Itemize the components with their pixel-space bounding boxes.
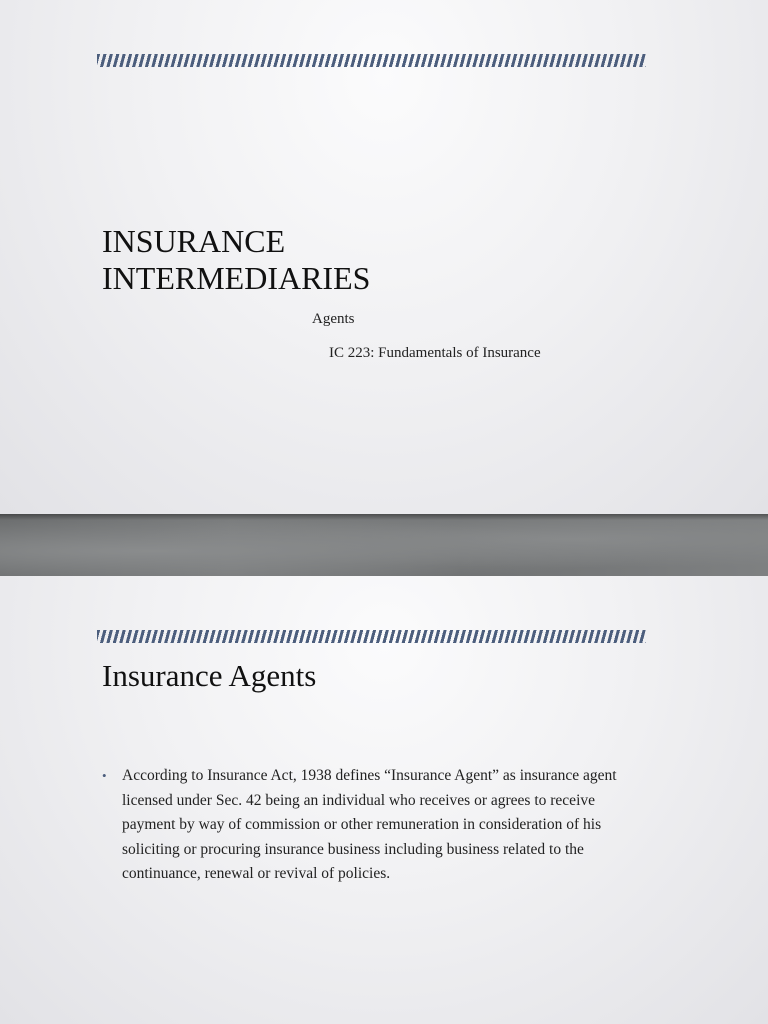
slide-insurance-agents [0,576,768,1024]
slide-heading: Insurance Agents [102,658,317,693]
decorative-stripe-bar [97,54,646,67]
subtitle-course: IC 223: Fundamentals of Insurance [329,345,541,361]
bullet-text: According to Insurance Act, 1938 defines “Insurance Agent” as insurance agent licensed under Sec. 42 being an individual who receives or agrees to receive payment by way of commission or other remuneration in consideration of his soliciting or procuring insurance business including business related to the continuance, renewal or revival of policies. [122,767,617,883]
decorative-stripe-bar [97,630,646,643]
bullet-dot-icon: • [102,768,107,783]
slide-divider [0,514,768,576]
bullet-list [102,764,642,887]
bullet-item [102,764,642,887]
subtitle-agents: Agents [312,311,355,327]
slide-title-heading: INSURANCE INTERMEDIARIES [102,223,371,296]
